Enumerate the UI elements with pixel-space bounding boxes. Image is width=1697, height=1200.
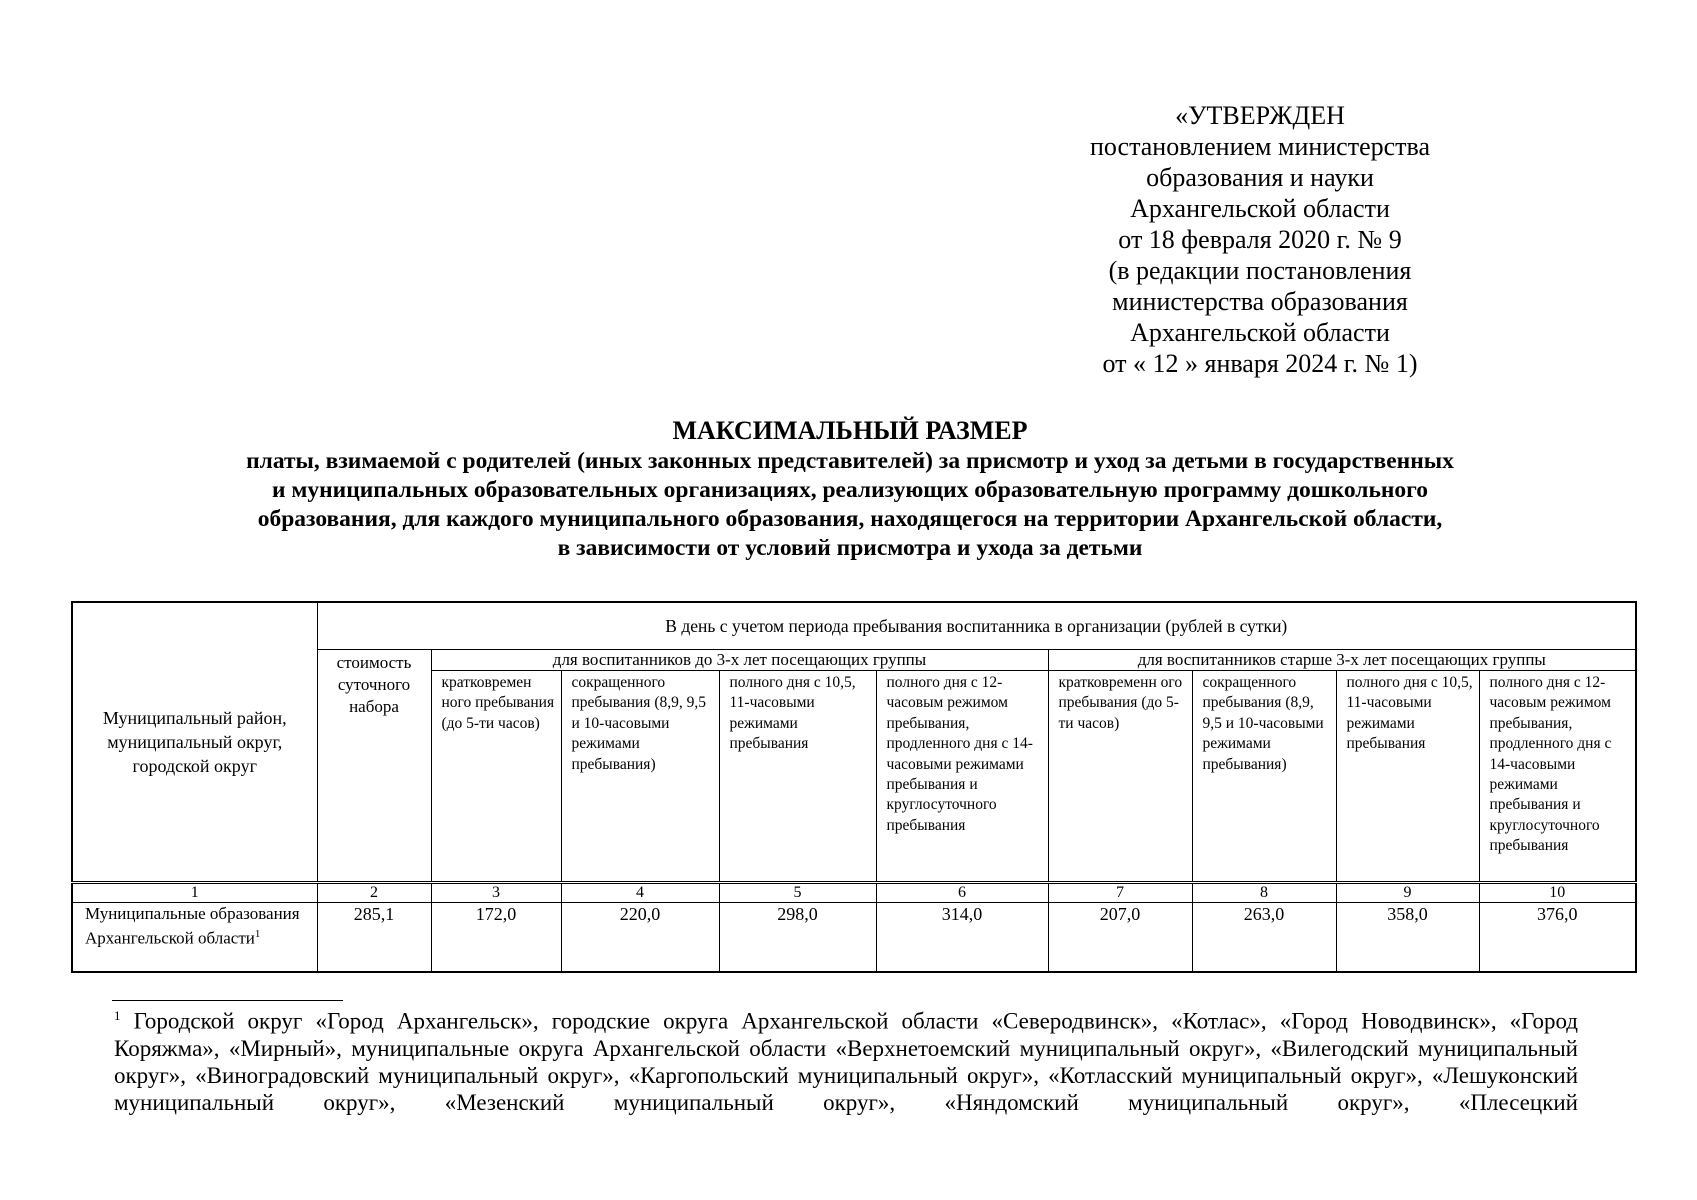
col-header: полного дня с 12-часовым режимом пребывания, продленного дня с 14-часовыми режимами пребывания и круглосуточного пребывания: [876, 671, 1048, 883]
fee-table: [71, 601, 1637, 973]
col-header: кратковремен ного пребывания (до 5-ти часов): [431, 671, 561, 883]
approval-line: от 18 февраля 2020 г. № 9: [1118, 225, 1402, 254]
subtitle-line: платы, взимаемой с родителей (иных законных представителей) за присмотр и уход за детьми в государственных: [246, 448, 1454, 474]
approval-line: от « 12 » января 2024 г. № 1): [1102, 349, 1418, 378]
footnote-number: 1: [114, 1008, 121, 1023]
column-number: 10: [1479, 883, 1636, 903]
approval-stamp: [1080, 100, 1440, 379]
column-number: 7: [1048, 883, 1192, 903]
col-header-daily-set: стоимость суточного набора: [317, 650, 431, 883]
subtitle-line: образования, для каждого муниципального образования, находящегося на территории Архангельской области,: [257, 506, 1443, 532]
subtitle-line: и муниципальных образовательных организациях, реализующих образовательную программу дошкольного: [271, 477, 1429, 503]
row-name-cell: [72, 903, 317, 973]
col-header: полного дня с 10,5, 11-часовыми режимами пребывания: [719, 671, 876, 883]
footnote-marker: 1: [254, 928, 261, 940]
fee-value: 376,0: [1479, 903, 1636, 973]
fee-value: 172,0: [431, 903, 561, 973]
row-header: Муниципальный район, муниципальный округ, городской округ: [72, 602, 317, 883]
approval-line: Архангельской области: [1130, 318, 1390, 347]
col-header: полного дня с 12-часовым режимом пребывания, продленного дня с 14-часовыми режимами пребывания и круглосуточного пребывания: [1479, 671, 1636, 883]
column-number: 4: [561, 883, 719, 903]
title-subtitle: [70, 447, 1630, 563]
footnote-text: Городской округ «Город Архангельск», городские округа Архангельской области «Северодвинск», «Котлас», «Город Новодвинск», «Город Коряжма», «Мирный», муниципальные округа Архангельской области «Верхнетоемский муниципальный округ», «Вилегодский муниципальный округ», «Виноградовский муниципальный округ», «Каргопольский муниципальный округ», «Котласский муниципальный округ», «Лешуконский муниципальный округ», «Мезенский муниципальный округ», «Няндомский муниципальный округ», «Плесецкий: [114, 1008, 1578, 1115]
col-header: кратковременн ого пребывания (до 5-ти часов): [1048, 671, 1192, 883]
column-number: 9: [1336, 883, 1479, 903]
column-number: 6: [876, 883, 1048, 903]
row-name: Муниципальные образования Архангельской области: [85, 904, 300, 948]
group-header-over-3: для воспитанников старше 3-х лет посещающих группы: [1048, 650, 1636, 671]
footnote-separator: [112, 1000, 343, 1001]
fee-value: 298,0: [719, 903, 876, 973]
approval-line: министерства образования: [1112, 287, 1408, 316]
footnote: [114, 1002, 1578, 1116]
document-title: [70, 415, 1630, 563]
col-header: полного дня с 10,5, 11-часовыми режимами пребывания: [1336, 671, 1479, 883]
column-number: 8: [1192, 883, 1336, 903]
column-number: 5: [719, 883, 876, 903]
title-main: МАКСИМАЛЬНЫЙ РАЗМЕР: [672, 416, 1028, 445]
approval-line: образования и науки: [1146, 163, 1374, 192]
column-number: 1: [72, 883, 317, 903]
col-header: сокращенного пребывания (8,9, 9,5 и 10-часовыми режимами пребывания): [561, 671, 719, 883]
subtitle-line: в зависимости от условий присмотра и ухода за детьми: [557, 535, 1143, 561]
col-header: сокращенного пребывания (8,9, 9,5 и 10-часовыми режимами пребывания): [1192, 671, 1336, 883]
column-number-row: [72, 883, 1636, 903]
fee-value: 263,0: [1192, 903, 1336, 973]
approval-line: Архангельской области: [1130, 194, 1390, 223]
fee-value: 285,1: [317, 903, 431, 973]
approval-line: постановлением министерства: [1089, 132, 1431, 161]
table-row: [72, 903, 1636, 973]
approval-line: «УТВЕРЖДЕН: [1175, 101, 1345, 130]
top-header: В день с учетом периода пребывания воспитанника в организации (рублей в сутки): [317, 602, 1636, 650]
group-header-under-3: для воспитанников до 3-х лет посещающих группы: [431, 650, 1048, 671]
fee-value: 314,0: [876, 903, 1048, 973]
column-number: 2: [317, 883, 431, 903]
approval-line: (в редакции постановления: [1108, 256, 1412, 285]
fee-value: 207,0: [1048, 903, 1192, 973]
column-number: 3: [431, 883, 561, 903]
fee-value: 220,0: [561, 903, 719, 973]
fee-value: 358,0: [1336, 903, 1479, 973]
